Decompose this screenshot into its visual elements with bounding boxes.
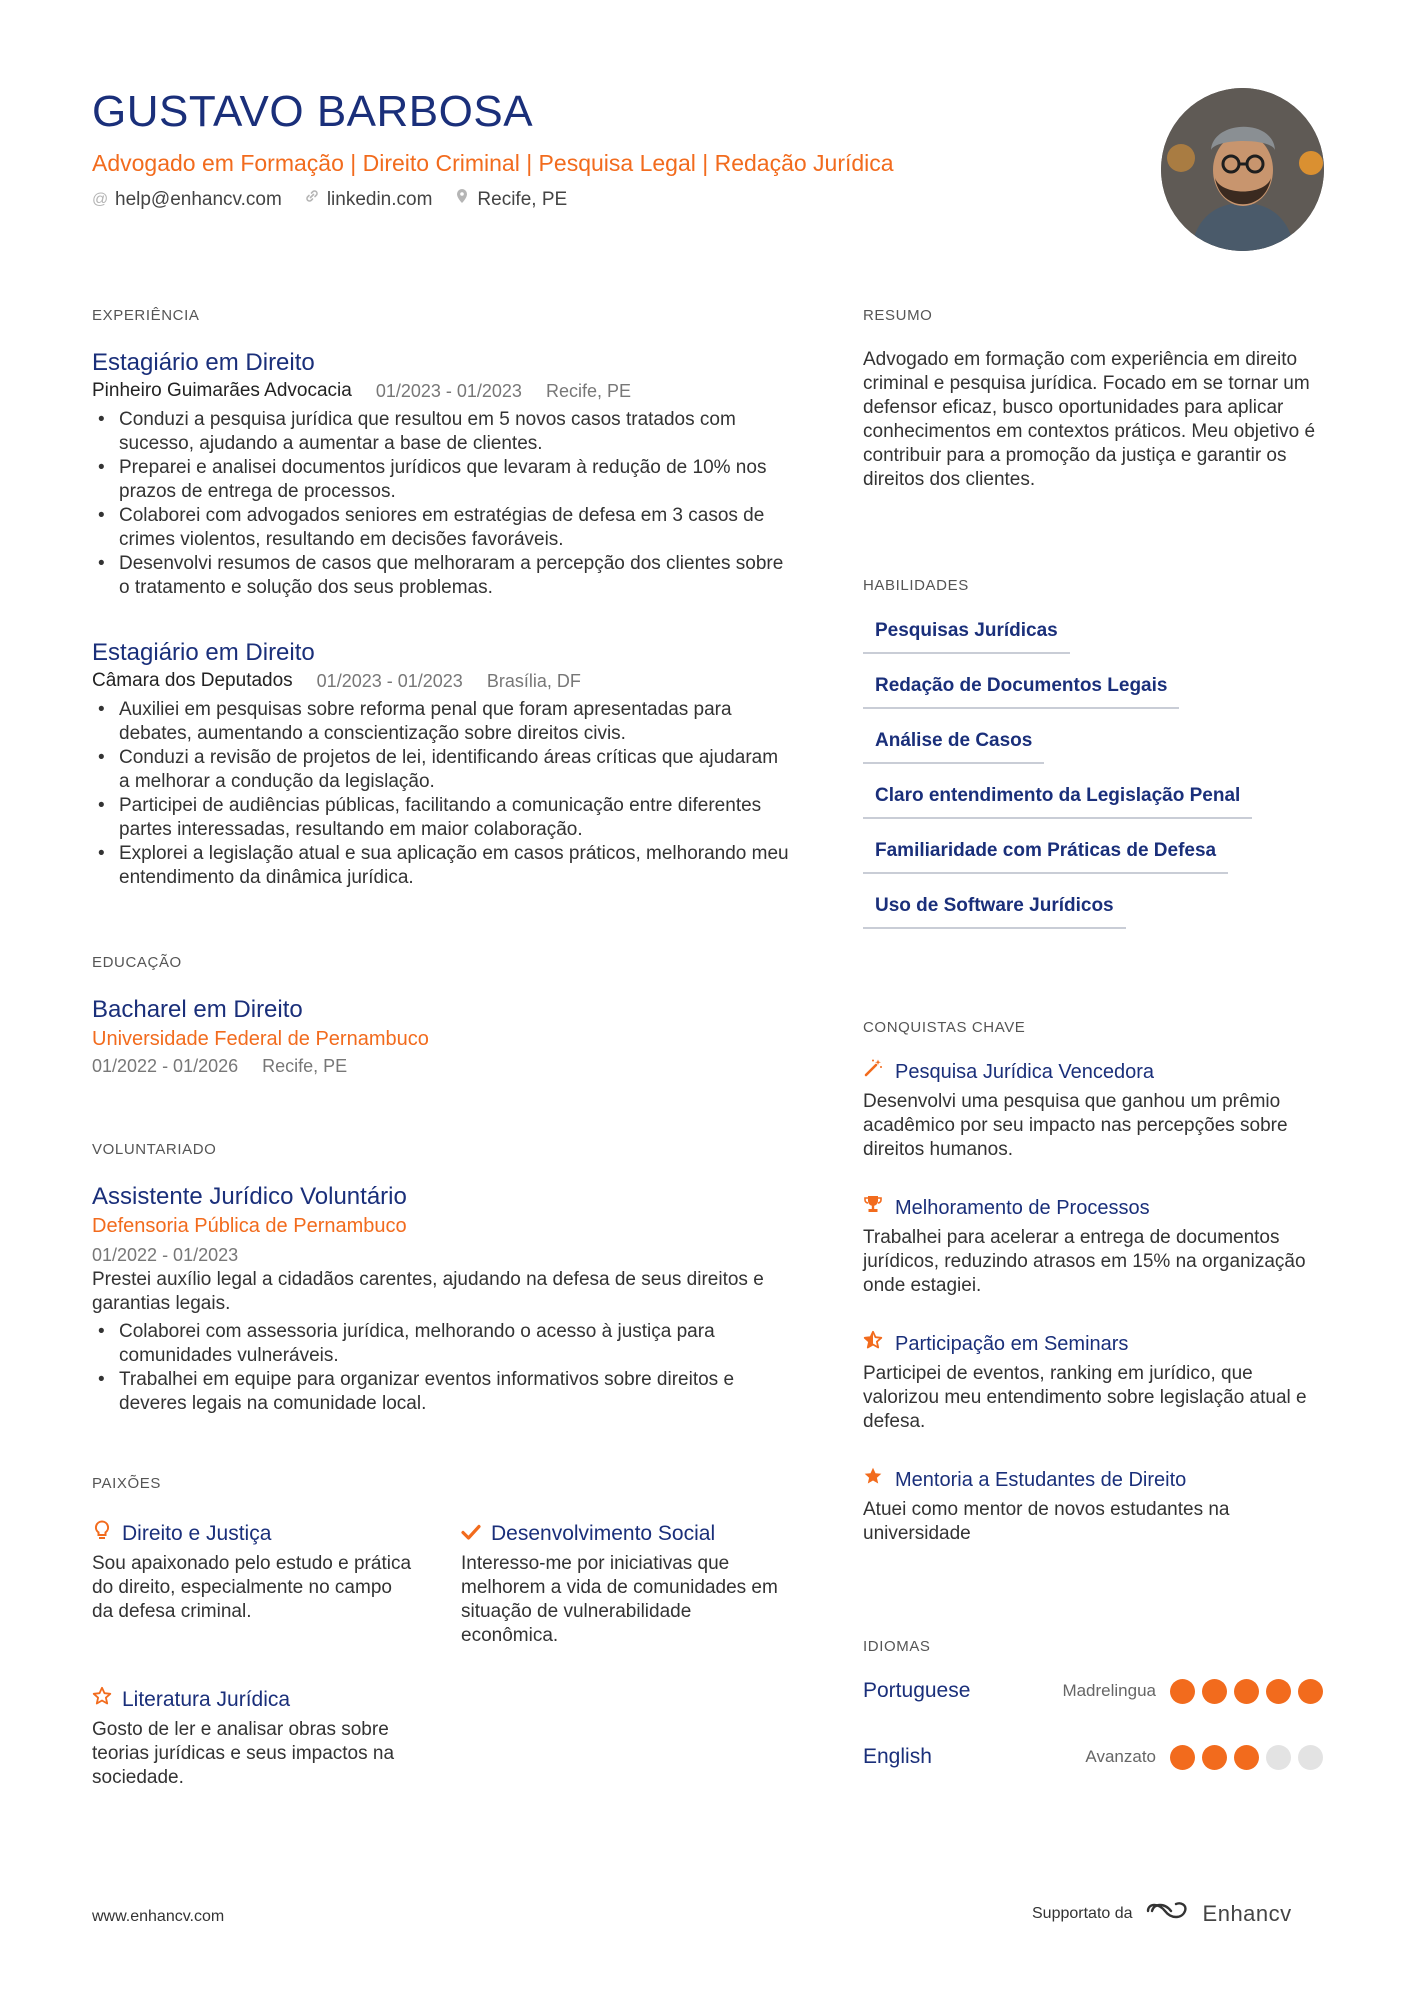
- brand-name: Enhancv: [1202, 1900, 1292, 1926]
- bullet: • Colaborei com advogados seniores em estratégias de defesa em 3 casos de crimes violentos, resultando em decisões favoráveis.: [92, 504, 792, 552]
- language-rating: [1170, 1679, 1323, 1704]
- section-title: PAIXÕES: [92, 1475, 161, 1492]
- job-location: Recife, PE: [545, 381, 631, 401]
- rating-dot: [1202, 1745, 1227, 1770]
- job-bullets: [92, 408, 792, 600]
- passion-header: [92, 1686, 412, 1714]
- rating-dot: [1170, 1679, 1195, 1704]
- skill-tag: Pesquisas Jurídicas: [863, 618, 1070, 654]
- job-dates: 01/2023 - 01/2023: [316, 671, 463, 691]
- volunteer-role: Assistente Jurídico Voluntário: [92, 1183, 407, 1210]
- section-title: RESUMO: [863, 307, 933, 324]
- section-title: IDIOMAS: [863, 1638, 931, 1655]
- language-level: Avanzato: [1085, 1747, 1156, 1766]
- bullet: • Participei de audiências públicas, facilitando a comunicação entre diferentes partes interessadas, resultando em maior colaboração.: [92, 794, 792, 842]
- skill-tag: Redação de Documentos Legais: [863, 673, 1179, 709]
- education-dates: 01/2022 - 01/2026: [92, 1056, 239, 1076]
- bullet: • Preparei e analisei documentos jurídicos que levaram à redução de 10% nos prazos de entrega de processos.: [92, 456, 792, 504]
- skills-section: [863, 576, 1323, 948]
- bullet: • Trabalhei em equipe para organizar eventos informativos sobre direitos e deveres legais na comunidade local.: [92, 1368, 792, 1416]
- enhancv-logo-icon: [1145, 1898, 1191, 1929]
- job-meta: [92, 378, 792, 404]
- header: [92, 86, 1192, 214]
- achievement-title: Participação em Seminars: [895, 1333, 1129, 1355]
- powered-by-text: Supportato da: [1032, 1904, 1133, 1922]
- achievement-item: [863, 1058, 1323, 1162]
- volunteer-bullets: [92, 1320, 792, 1416]
- languages-section: [863, 1637, 1323, 1767]
- passion-title: Desenvolvimento Social: [491, 1522, 716, 1545]
- achievement-item: [863, 1330, 1323, 1434]
- email-text: help@enhancv.com: [115, 189, 282, 210]
- half-star-icon: [863, 1330, 883, 1358]
- passion-item: [461, 1520, 781, 1648]
- achievement-desc: Desenvolvi uma pesquisa que ganhou um prêmio acadêmico por seu impacto nas percepções sobre direitos humanos.: [863, 1091, 1288, 1160]
- rating-dot: [1298, 1745, 1323, 1770]
- link-icon: [304, 186, 320, 214]
- summary-text: Advogado em formação com experiência em direito criminal e pesquisa jurídica. Focado em se tornar um defensor eficaz, busco oportunidades para aplicar conhecimentos em contextos práticos. Meu objetivo é contribuir para a promoção da justiça e garantir os direitos dos clientes.: [863, 349, 1316, 490]
- passion-header: [92, 1520, 412, 1548]
- lightbulb-icon: [92, 1520, 112, 1548]
- bullet: • Desenvolvi resumos de casos que melhoraram a percepção dos clientes sobre o tratamento e solução dos seus problemas.: [92, 552, 792, 600]
- skill-tag: Familiaridade com Práticas de Defesa: [863, 838, 1228, 874]
- achievement-header: [863, 1194, 1323, 1222]
- language-name: Portuguese: [863, 1679, 971, 1702]
- skill-tag: Análise de Casos: [863, 728, 1044, 764]
- volunteer-summary: Prestei auxílio legal a cidadãos carentes, ajudando na defesa de seus direitos e garantias legais.: [92, 1269, 764, 1314]
- bullet: • Conduzi a revisão de projetos de lei, identificando áreas críticas que ajudaram a melhorar a condução da legislação.: [92, 746, 792, 794]
- language-row: [863, 1675, 1323, 1707]
- achievement-header: [863, 1466, 1323, 1494]
- location-pin-icon: [454, 186, 470, 214]
- achievement-item: [863, 1466, 1323, 1546]
- section-title: CONQUISTAS CHAVE: [863, 1019, 1026, 1036]
- footer-website[interactable]: www.enhancv.com: [92, 1908, 225, 1925]
- language-row: [863, 1741, 1323, 1773]
- profile-photo: [1161, 88, 1324, 251]
- skill-tag: Claro entendimento da Legislação Penal: [863, 783, 1252, 819]
- passion-desc: Sou apaixonado pelo estudo e prática do direito, especialmente no campo da defesa criminal.: [92, 1553, 412, 1622]
- achievement-header: [863, 1058, 1323, 1086]
- section-title: EXPERIÊNCIA: [92, 307, 200, 324]
- language-name: English: [863, 1745, 932, 1768]
- passion-desc: Interesso-me por iniciativas que melhorem a vida de comunidades em situação de vulnerabilidade econômica.: [461, 1553, 778, 1646]
- passion-item: [92, 1686, 412, 1790]
- job-company: Câmara dos Deputados: [92, 670, 293, 691]
- passion-title: Direito e Justiça: [122, 1522, 272, 1545]
- location-text: Recife, PE: [477, 189, 568, 210]
- link-text: linkedin.com: [326, 189, 433, 210]
- volunteer-section: [92, 1140, 792, 1416]
- education-meta: [92, 1053, 792, 1079]
- bullet: • Conduzi a pesquisa jurídica que resultou em 5 novos casos tratados com sucesso, ajudando a aumentar a base de clientes.: [92, 408, 792, 456]
- volunteer-dates: 01/2022 - 01/2023: [92, 1245, 239, 1265]
- volunteer-meta: [92, 1242, 792, 1268]
- rating-dot: [1202, 1679, 1227, 1704]
- section-title: VOLUNTARIADO: [92, 1141, 217, 1158]
- education-section: [92, 953, 792, 1079]
- candidate-name: GUSTAVO BARBOSA: [92, 87, 534, 136]
- contact-link[interactable]: [304, 186, 433, 214]
- bullet: • Explorei a legislação atual e sua aplicação em casos práticos, melhorando meu entendimento da dinâmica jurídica.: [92, 842, 792, 890]
- achievement-desc: Trabalhei para acelerar a entrega de documentos jurídicos, reduzindo atrasos em 15% na organização onde estagiei.: [863, 1227, 1306, 1296]
- job-title: Estagiário em Direito: [92, 639, 315, 666]
- job-entry: [92, 638, 792, 890]
- passion-desc: Gosto de ler e analisar obras sobre teorias jurídicas e seus impactos na sociedade.: [92, 1719, 395, 1788]
- star-icon: [863, 1466, 883, 1494]
- trophy-icon: [863, 1194, 883, 1222]
- language-rating: [1170, 1745, 1323, 1770]
- achievement-desc: Participei de eventos, ranking em jurídico, que valorizou meu entendimento sobre legislação atual e defesa.: [863, 1363, 1307, 1432]
- passion-title: Literatura Jurídica: [122, 1688, 291, 1711]
- section-title: EDUCAÇÃO: [92, 954, 182, 971]
- achievement-desc: Atuei como mentor de novos estudantes na universidade: [863, 1499, 1230, 1544]
- at-icon: @: [92, 191, 109, 208]
- job-dates: 01/2023 - 01/2023: [375, 381, 522, 401]
- magic-wand-icon: [863, 1058, 883, 1086]
- contact-list: [92, 186, 1192, 214]
- school-name: Universidade Federal de Pernambuco: [92, 1028, 429, 1050]
- job-company: Pinheiro Guimarães Advocacia: [92, 380, 352, 401]
- degree-title: Bacharel em Direito: [92, 996, 303, 1023]
- section-title: HABILIDADES: [863, 577, 969, 594]
- bullet: • Colaborei com assessoria jurídica, melhorando o acesso à justiça para comunidades vulneráveis.: [92, 1320, 792, 1368]
- job-entry: [92, 348, 792, 600]
- achievement-title: Mentoria a Estudantes de Direito: [895, 1469, 1187, 1491]
- job-meta: [92, 668, 792, 694]
- achievement-title: Melhoramento de Processos: [895, 1197, 1150, 1219]
- rating-dot: [1234, 1745, 1259, 1770]
- summary-section: [863, 306, 1323, 492]
- achievements-section: [863, 1018, 1323, 1546]
- contact-email[interactable]: [92, 186, 282, 214]
- checkmark-icon: [461, 1520, 481, 1548]
- rating-dot: [1266, 1679, 1291, 1704]
- passion-item: [92, 1520, 412, 1624]
- achievement-header: [863, 1330, 1323, 1358]
- job-title: Estagiário em Direito: [92, 349, 315, 376]
- star-outline-icon: [92, 1686, 112, 1714]
- bullet: • Auxiliei em pesquisas sobre reforma penal que foram apresentadas para debates, aumentando a conscientização sobre direitos civis.: [92, 698, 792, 746]
- rating-dot: [1234, 1679, 1259, 1704]
- volunteer-org: Defensoria Pública de Pernambuco: [92, 1215, 407, 1237]
- job-bullets: [92, 698, 792, 890]
- rating-dot: [1170, 1745, 1195, 1770]
- headline: Advogado em Formação | Direito Criminal | Pesquisa Legal | Redação Jurídica: [92, 150, 894, 176]
- skill-tag: Uso de Software Jurídicos: [863, 893, 1126, 929]
- rating-dot: [1298, 1679, 1323, 1704]
- passions-section: [92, 1474, 792, 1494]
- language-level: Madrelingua: [1062, 1681, 1156, 1700]
- job-location: Brasília, DF: [486, 671, 581, 691]
- education-location: Recife, PE: [262, 1056, 348, 1076]
- experience-section: [92, 306, 792, 890]
- passion-header: [461, 1520, 781, 1548]
- footer-branding: [1032, 1898, 1292, 1929]
- skills-list: [863, 618, 1323, 948]
- rating-dot: [1266, 1745, 1291, 1770]
- achievement-item: [863, 1194, 1323, 1298]
- achievement-title: Pesquisa Jurídica Vencedora: [895, 1061, 1155, 1083]
- contact-location: [454, 186, 567, 214]
